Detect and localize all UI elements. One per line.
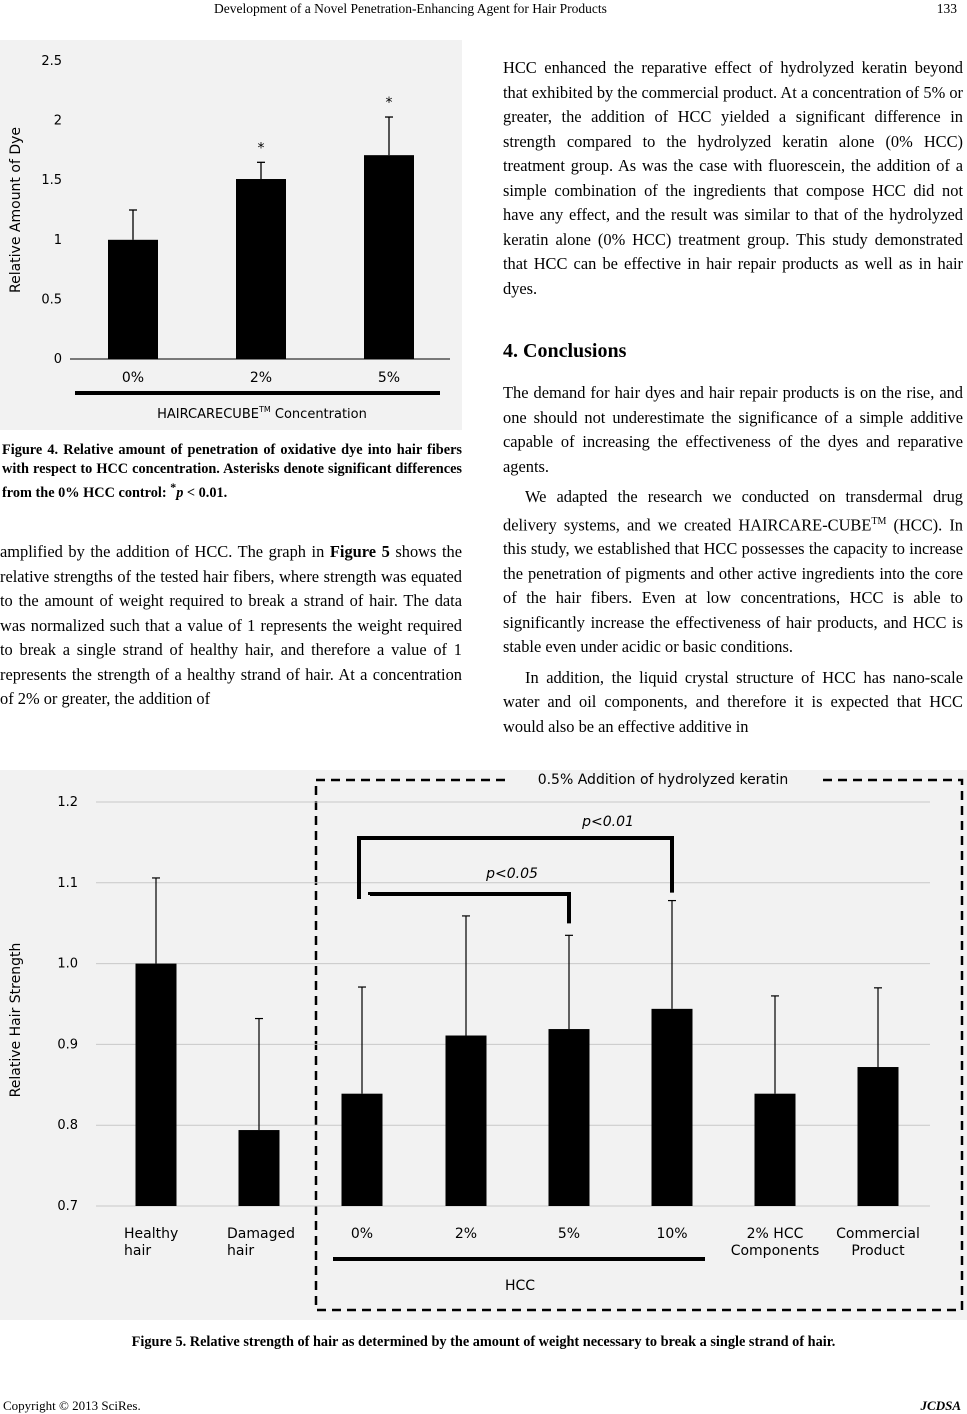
- fig4-category-label: 2%: [249, 370, 273, 386]
- fig5-annotation-p005: p<0.05: [486, 866, 538, 882]
- fig4-bar: [108, 240, 158, 359]
- fig5-group-label: HCC: [504, 1278, 536, 1294]
- fig5-bar: [342, 1094, 383, 1206]
- fig5-category-label: Damaged: [227, 1226, 295, 1242]
- fig5-bar: [755, 1094, 796, 1206]
- figure-5-reference: Figure 5: [329, 542, 390, 561]
- fig5-ytick-label: 0.7: [57, 1199, 78, 1214]
- fig4-ytick-label: 2.5: [41, 54, 62, 69]
- figure-4-caption-tail: < 0.01.: [183, 484, 228, 501]
- fig5-ytick-label: 1.2: [57, 795, 78, 810]
- fig4-ytick-label: 0.5: [41, 292, 62, 308]
- conclusions-paragraph-3: In addition, the liquid crystal structure of HCC has nano-scale water and oil components, and therefore it is expected that HCC would also be an effective additive in: [503, 667, 963, 736]
- fig5-bar: [858, 1067, 899, 1206]
- fig4-ytick-label: 0: [53, 352, 62, 367]
- conclusions-paragraph-1: The demand for hair dyes and hair repair products is on the rise, and one should not underestimate the significance of a simple additive capable of increasing the effectiveness of the dyes and reparative agents.: [503, 383, 963, 476]
- left-column-paragraph: [0, 540, 462, 712]
- fig5-category-label: 2%: [454, 1226, 478, 1242]
- running-title: Development of a Novel Penetration-Enhancing Agent for Hair Products: [214, 1, 607, 16]
- fig5-bar: [239, 1130, 280, 1206]
- fig4-ytick-label: 1.5: [41, 173, 62, 189]
- fig4-xlabel-tail: Concentration: [270, 407, 367, 422]
- trademark-mark: TM: [871, 515, 887, 527]
- fig5-bar: [549, 1029, 590, 1206]
- journal-name: JCDSA: [920, 1398, 961, 1413]
- fig5-category-label: 5%: [557, 1226, 581, 1242]
- conclusions-p2-before: We adapted the research we conducted on transdermal drug delivery systems, and we created HAIRCARE-CUBE: [503, 487, 963, 534]
- copyright: Copyright © 2013 SciRes.: [3, 1398, 141, 1413]
- left-column-text: [0, 540, 462, 712]
- left-text-before: amplified by the addition of HCC. The graph in: [0, 542, 330, 561]
- figure-4-caption-main: Figure 4. Relative amount of penetration of oxidative dye into hair fibers with respect to HCC concentration. Asterisks denote significant differences from the 0% HCC control:: [2, 442, 462, 501]
- fig5-ytick-label: 1.1: [57, 875, 78, 891]
- running-head: [0, 0, 967, 28]
- fig5-category-label: Commercial: [836, 1226, 920, 1242]
- fig5-category-label: Healthy: [124, 1226, 179, 1242]
- fig5-category-label: 2% HCC: [746, 1226, 804, 1242]
- figure-4-caption-p: p: [176, 484, 184, 501]
- fig5-category-label: Product: [851, 1243, 905, 1259]
- fig5-bar: [652, 1009, 693, 1206]
- fig5-ytick-label: 0.9: [57, 1037, 78, 1053]
- fig5-bar: [446, 1036, 487, 1206]
- conclusions-paragraph-2: [503, 485, 963, 660]
- figure-5-chart: [0, 770, 967, 1320]
- fig4-bar: [364, 155, 414, 359]
- figure-4-caption-star: *: [170, 480, 177, 494]
- fig5-box-label: 0.5% Addition of hydrolyzed keratin: [537, 772, 789, 788]
- figure-5-caption: Figure 5. Relative strength of hair as determined by the amount of weight necessary to break a single strand of hair.: [131, 1334, 836, 1350]
- fig4-xlabel-text: HAIRCARECUBE: [157, 407, 259, 422]
- fig5-category-label: 10%: [656, 1226, 688, 1242]
- fig4-bar: [236, 179, 286, 359]
- fig4-ytick-label: 1: [53, 232, 62, 248]
- fig4-y-axis-label: Relative Amount of Dye: [8, 127, 24, 293]
- fig5-category-label: hair: [227, 1243, 255, 1259]
- fig5-category-label: hair: [124, 1243, 152, 1259]
- fig4-category-label: 0%: [121, 370, 145, 386]
- page-number: 133: [936, 1, 957, 16]
- fig5-bar: [136, 964, 177, 1206]
- figure-4-caption: [2, 441, 462, 502]
- section-heading-conclusions: 4. Conclusions: [503, 340, 627, 362]
- fig4-ytick-label: 2: [53, 113, 62, 129]
- fig5-annotation-p001: p<0.01: [582, 814, 634, 830]
- right-column-top: [503, 56, 963, 301]
- fig5-ytick-label: 0.8: [57, 1118, 78, 1134]
- fig5-ytick-label: 1.0: [57, 956, 78, 972]
- fig4-significance-asterisk: *: [257, 140, 265, 157]
- conclusions-text: [503, 381, 963, 739]
- fig4-category-label: 5%: [377, 370, 401, 386]
- fig5-category-label: Components: [730, 1243, 820, 1259]
- conclusions-p2-after: (HCC). In this study, we established that HCC possesses the capacity to increase the penetration of pigments and other active ingredients into the core of the hair fibers. Even at low concentrations, HCC is able to significantly increase the effectiveness of hair products, and HCC is stable even under acidic or basic conditions.: [503, 514, 963, 657]
- results-paragraph: HCC enhanced the reparative effect of hydrolyzed keratin beyond that exhibited by the commercial product. At a concentration of 5% or greater, the addition of HCC yielded a significant difference in strength compared to the hydrolyzed keratin alone (0% HCC) treatment group. As was the case with fluorescein, the addition of a simple combination of the ingredients that compose HCC did not have any effect, and the result was similar to that of the hydrolyzed keratin alone (0% HCC) treatment group. This study demonstrated that HCC can be effective in hair repair products as well as in hair dyes.: [503, 58, 963, 298]
- fig4-xlabel-tm: TM: [258, 405, 271, 414]
- figure-4-chart: [0, 40, 462, 430]
- fig5-y-axis-label: Relative Hair Strength: [8, 942, 24, 1098]
- fig5-category-label: 0%: [350, 1226, 374, 1242]
- left-text-after: shows the relative strengths of the tested hair fibers, where strength was equated to the amount of weight required to break a strand of hair. The data was normalized such that a value of 1 represents the weight required to break a single strand of healthy hair, and therefore a value of 1 represents the strength of a healthy strand of hair. At a concentration of 2% or greater, the addition of: [0, 542, 462, 708]
- fig4-significance-asterisk: *: [385, 95, 393, 112]
